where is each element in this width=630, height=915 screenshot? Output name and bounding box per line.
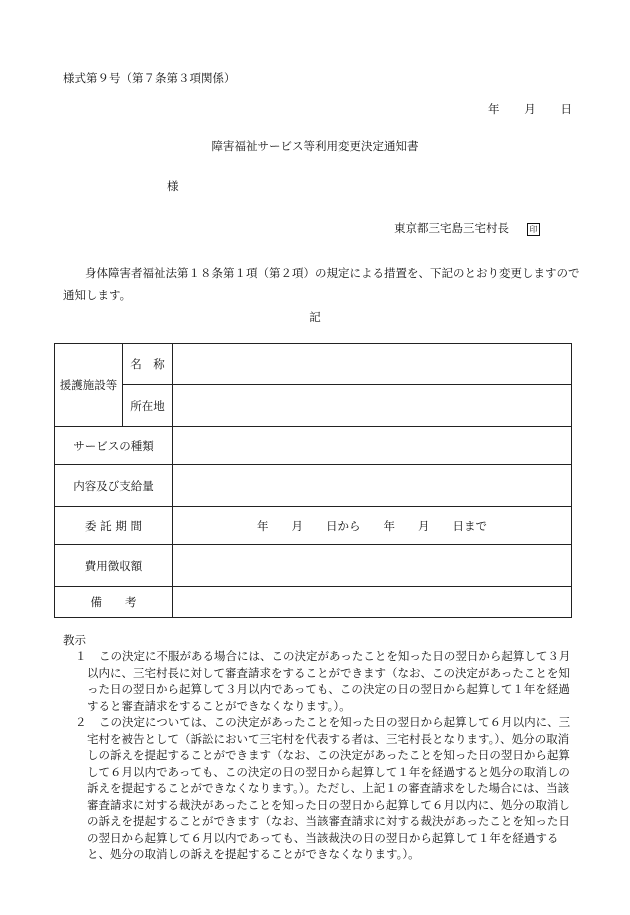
body-text: 身体障害者福祉法第１８条第１項（第２項）の規定による措置を、下記のとおり変更しますので通知します。 [63,266,580,302]
location-value [173,385,572,427]
issuer-name: 東京都三宅島三宅村長 [394,221,509,235]
seal-mark: 印 [527,223,540,236]
form-number: 様式第９号（第７条第３項関係） [63,71,236,85]
note-text: この決定については、この決定があったことを知った日の翌日から起算して６月以内に、三宅村を被告として（訴訟において三宅村を代表する者は、三宅村長となります。）、処分の取消しの訴えを提起することができます（なお、この決定があったことを知った日の翌日から起算して６月以内であっても、この決定の日の翌日から起算して１年を経過すると処分の取消しの訴えを提起することができなくなります。）。ただし、上記１の審査請求をした場合には、当該審査請求に対する裁決があったことを知った日の翌日から起算して６月以内に、処分の取消しの訴えを提起することができます（なお、当該審査請求に対する裁決があったことを知った日の翌日から起算して６月以内であっても、当該裁決の日の翌日から起算して１年を経過すると、処分の取消しの訴えを提起することができなくなります。）。 [87,715,571,861]
period-value: 年 月 日から 年 月 日まで [173,507,572,545]
decision-table [54,343,572,618]
content-value [173,465,572,507]
note-text: この決定に不服がある場合には、この決定があったことを知った日の翌日から起算して３月以内に、三宅村長に対して審査請求をすることができます（なお、この決定があったことを知った日の翌日から起算して３月以内であっても、この決定の日の翌日から起算して１年を経過すると審査請求をすることができなくなります。）。 [87,649,571,713]
note-item [75,648,575,714]
service-type-value [173,427,572,465]
location-label: 所在地 [123,385,173,427]
remarks-label: 備 考 [55,587,173,618]
note-number: ２ [75,715,87,729]
ki-heading: 記 [309,310,321,324]
period-label: 委 託 期 間 [55,507,173,545]
document-title: 障害福祉サービス等利用変更決定通知書 [211,139,419,153]
date-year: 年 [488,102,500,116]
note-item [75,714,575,863]
fee-label: 費用徴収額 [55,545,173,587]
issuer [394,220,540,236]
fee-value [173,545,572,587]
date-month: 月 [524,102,536,116]
content-label: 内容及び支給量 [55,465,173,507]
facility-label: 援護施設等 [55,344,123,427]
remarks-value [173,587,572,618]
date-line [488,101,572,117]
addressee-suffix: 様 [167,179,179,193]
name-value [173,344,572,385]
note-number: １ [75,649,87,663]
name-label: 名 称 [123,344,173,385]
date-day: 日 [560,102,572,116]
service-type-label: サービスの種類 [55,427,173,465]
notes-heading: 教示 [63,633,86,647]
